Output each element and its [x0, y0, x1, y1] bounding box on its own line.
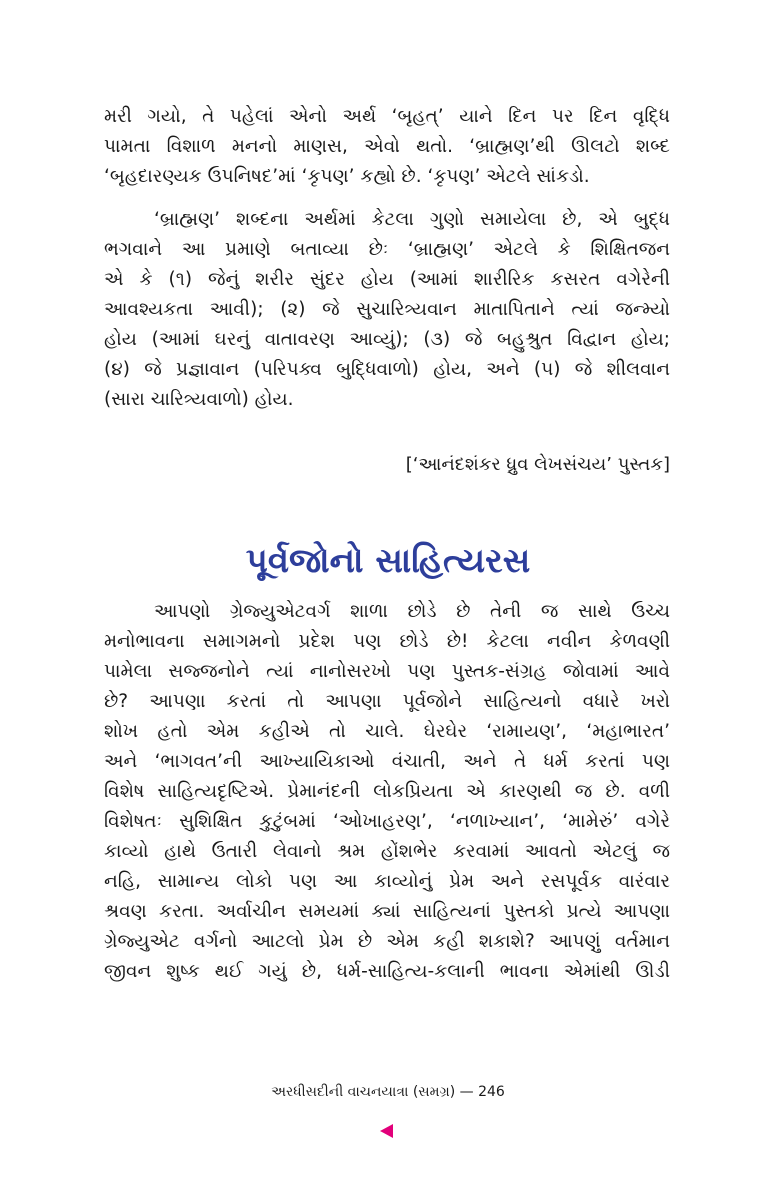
- text-line: હોય (આમાં ઘરનું વાતાવરણ આવ્યું); (૩) જે બહુશ્રુત વિદ્વાન હોય;: [104, 329, 670, 350]
- text-line: આવશ્યકતા આવી); (૨) જે સુચારિત્ર્યવાન માતાપિતાને ત્યાં જન્મ્યો: [104, 299, 670, 320]
- text-line: કાવ્યો હાથે ઉતારી લેવાનો શ્રમ હોંશભેર કરવામાં આવતો એટલું જ: [104, 841, 670, 862]
- text-line: નહિ, સામાન્ય લોકો પણ આ કાવ્યોનું પ્રેમ અને રસપૂર્વક વારંવાર: [104, 871, 670, 892]
- page-footer: અરધીસદીની વાચનયાત્રા (સમગ્ર) — 246: [271, 1084, 505, 1100]
- text-line: મનોભાવના સમાગમનો પ્રદેશ પણ છોડે છે! કેટલા નવીન કેળવણી: [104, 631, 670, 652]
- text-line: પામતા વિશાળ મનનો માણસ, એવો થતો. ‘બ્રાહ્મણ’થી ઊલટો શબ્દ: [104, 136, 670, 157]
- text-line: શ્રવણ કરતા. અર્વાચીન સમયમાં ક્યાં સાહિત્યનાં પુસ્તકો પ્રત્યે આપણા: [104, 901, 670, 922]
- text-line: એ કે (૧) જેનું શરીર સુંદર હોય (આમાં શારીરિક કસરત વગેરેની: [104, 269, 670, 290]
- text-line: છે? આપણા કરતાં તો આપણા પૂર્વજોને સાહિત્યનો વધારે ખરો: [104, 691, 670, 712]
- text-line: (૪) જે પ્રજ્ઞાવાન (પરિપક્વ બુદ્ધિવાળો) હોય, અને (૫) જે શીલવાન: [104, 359, 670, 380]
- paragraph-1: [104, 102, 670, 192]
- text-line: અને ‘ભાગવત’ની આખ્યાયિકાઓ વંચાતી, અને તે ધર્મ કરતાં પણ: [104, 751, 670, 772]
- text-line: વિશેષ સાહિત્યદૃષ્ટિએ. પ્રેમાનંદની લોકપ્રિયતા એ કારણથી જ છે. વળી: [104, 781, 670, 802]
- text-line: શોખ હતો એમ કહીએ તો ચાલે. ઘેરઘેર ‘રામાયણ’, ‘મહાભારત’: [104, 721, 670, 742]
- back-arrow-icon[interactable]: [380, 1124, 393, 1138]
- text-line: ગ્રેજ્યુએટ વર્ગનો આટલો પ્રેમ છે એમ કહી શકાશે? આપણું વર્તમાન: [104, 931, 670, 952]
- text-line: ‘બ્રાહ્મણ’ શબ્દના અર્થમાં કેટલા ગુણો સમાયેલા છે, એ બુદ્ધ: [154, 209, 670, 230]
- text-line: ‘બૃહદારણ્યક ઉપનિષદ’માં ‘કૃપણ’ કહ્યો છે. ‘કૃપણ’ એટલે સાંકડો.: [104, 166, 590, 187]
- text-line: વિશેષતઃ સુશિક્ષિત કુટુંબમાં ‘ઓખાહરણ’, ‘નળાખ્યાન’, ‘મામેરું’ વગેરે: [104, 811, 670, 832]
- text-line: આપણો ગ્રેજ્યુએટવર્ગ શાળા છોડે છે તેની જ સાથે ઉચ્ચ: [154, 601, 670, 622]
- source-citation: [‘આનંદશંકર ધ્રુવ લેખસંચય’ પુસ્તક]: [405, 454, 670, 475]
- text-line: જીવન શુષ્ક થઈ ગયું છે, ધર્મ-સાહિત્ય-કલાની ભાવના એમાંથી ઊડી: [104, 961, 670, 982]
- text-line: ભગવાને આ પ્રમાણે બતાવ્યા છેઃ ‘બ્રાહ્મણ’ એટલે કે શિક્ષિતજન: [104, 239, 670, 260]
- text-line: પામેલા સજ્જનોને ત્યાં નાનોસરખો પણ પુસ્તક-સંગ્રહ જોવામાં આવે: [104, 661, 670, 682]
- section-heading: પૂર્વજોનો સાહિત્યરસ: [245, 541, 531, 581]
- paragraph-2: [104, 205, 670, 415]
- paragraph-3: [104, 597, 670, 987]
- text-line: મરી ગયો, તે પહેલાં એનો અર્થ ‘બૃહત્’ યાને દિન પર દિન વૃદ્ધિ: [104, 106, 670, 127]
- text-line: (સારા ચારિત્ર્યવાળો) હોય.: [104, 389, 294, 410]
